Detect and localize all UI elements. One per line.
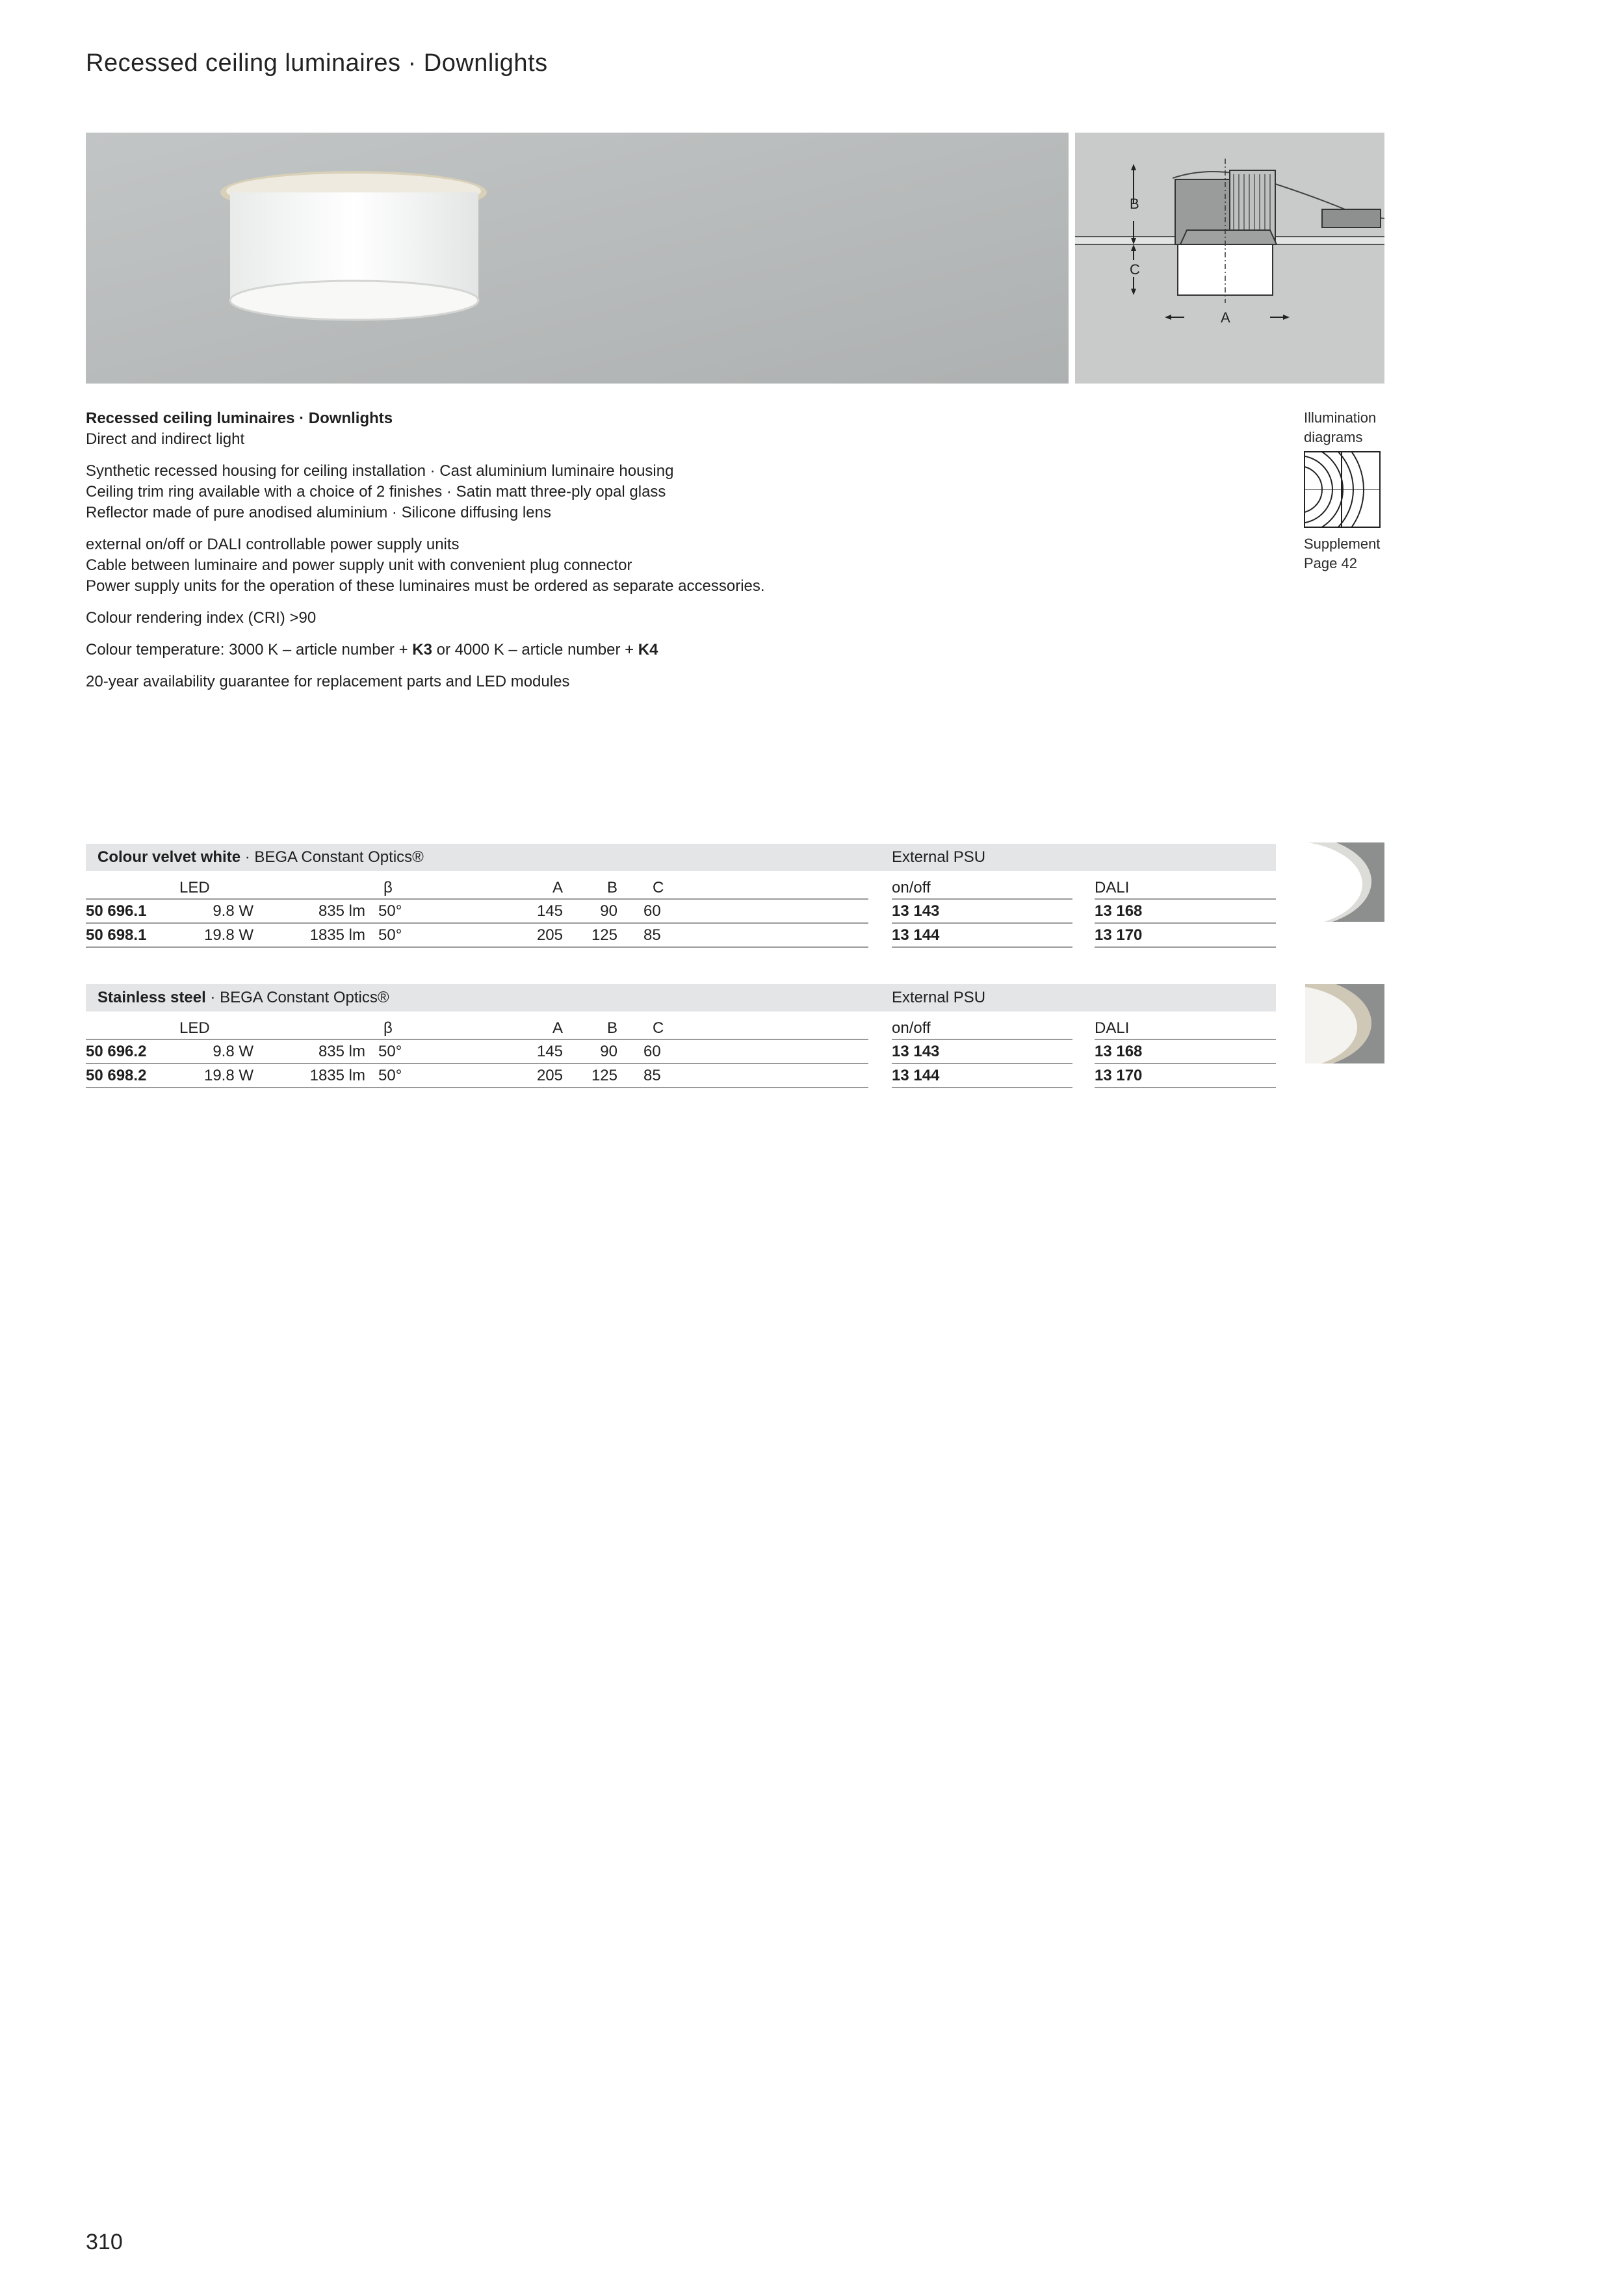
article-table-velvet-white: [86, 844, 1276, 948]
page-title: Recessed ceiling luminaires · Downlights: [86, 49, 548, 77]
description-line: Ceiling trim ring available with a choice of 2 finishes · Satin matt three-ply opal glass: [86, 483, 666, 501]
luminaire-section-drawing: [1075, 133, 1384, 384]
row-divider: [1095, 1063, 1276, 1064]
supplement-page: Page 42: [1304, 555, 1357, 571]
illumination-diagrams-panel: [1304, 408, 1408, 573]
supplement-label: Supplement: [1304, 536, 1381, 552]
row-divider: [1095, 922, 1276, 924]
col-c: C: [653, 879, 664, 896]
row-divider: [86, 898, 868, 900]
wattage: 9.8 W: [213, 1043, 253, 1060]
dimension-a: 145: [536, 902, 563, 920]
row-divider: [892, 922, 1072, 924]
col-onoff: on/off: [892, 1019, 931, 1037]
colour-temp-prefix: Colour temperature: 3000 K – article number +: [86, 641, 413, 659]
colour-temperature-note: [86, 640, 1191, 660]
table-finish-heading: [97, 988, 389, 1008]
dimension-a: 205: [536, 926, 563, 944]
optics-name: · BEGA Constant Optics®: [205, 989, 389, 1006]
description-line: external on/off or DALI controllable power supply units: [86, 536, 460, 553]
wattage: 19.8 W: [203, 1067, 253, 1084]
col-beta: β: [383, 879, 393, 896]
dimension-label-b: B: [1130, 196, 1139, 212]
dimension-a: 205: [536, 1067, 563, 1084]
psu-onoff-article: 13 144: [892, 926, 940, 944]
page-number: 310: [86, 2230, 123, 2254]
luminous-flux: 1835 lm: [309, 926, 365, 944]
dimension-c: 85: [643, 1067, 661, 1084]
row-divider: [892, 1087, 1072, 1088]
finish-name: Stainless steel: [97, 989, 206, 1006]
description-heading: Recessed ceiling luminaires · Downlights: [86, 410, 393, 427]
description-line: Power supply units for the operation of these luminaires must be ordered as separate accessories.: [86, 577, 765, 595]
dimension-a: 145: [536, 1043, 563, 1060]
colour-temp-k4: K4: [638, 641, 658, 659]
article-number: 50 698.1: [86, 926, 147, 944]
beam-angle: 50°: [378, 902, 402, 920]
dimension-b: 90: [600, 902, 617, 920]
psu-header: External PSU: [892, 848, 986, 866]
col-dali: DALI: [1095, 1019, 1130, 1037]
col-beta: β: [383, 1019, 393, 1037]
col-led: LED: [179, 879, 210, 896]
luminous-flux: 835 lm: [318, 1043, 365, 1060]
psu-onoff-article: 13 143: [892, 1043, 940, 1060]
psu-onoff-article: 13 144: [892, 1067, 940, 1084]
product-description: [86, 408, 1191, 703]
luminous-flux: 835 lm: [318, 902, 365, 920]
dimension-b: 90: [600, 1043, 617, 1060]
row-divider: [86, 922, 868, 924]
dimension-drawing: [1075, 133, 1384, 384]
description-line: Synthetic recessed housing for ceiling installation · Cast aluminium luminaire housing: [86, 462, 674, 480]
col-dali: DALI: [1095, 879, 1130, 896]
finish-thumbnail-velvet-white: [1305, 842, 1384, 922]
col-c: C: [653, 1019, 664, 1037]
col-a: A: [552, 879, 564, 896]
psu-dali-article: 13 168: [1095, 1043, 1143, 1060]
dimension-label-c: C: [1130, 261, 1140, 278]
psu-header: External PSU: [892, 989, 986, 1006]
dimension-c: 60: [643, 1043, 661, 1060]
cri-note: Colour rendering index (CRI) >90: [86, 609, 317, 627]
dimension-b: 125: [591, 1067, 617, 1084]
illumination-diagrams-label: Illumination diagrams: [1304, 410, 1377, 445]
wattage: 19.8 W: [203, 926, 253, 944]
table-finish-heading: [97, 848, 424, 867]
row-divider: [892, 1039, 1072, 1040]
row-divider: [892, 946, 1072, 948]
psu-onoff-article: 13 143: [892, 902, 940, 920]
row-divider: [86, 946, 868, 948]
psu-dali-article: 13 168: [1095, 902, 1143, 920]
description-line: Reflector made of pure anodised aluminium · Silicone diffusing lens: [86, 504, 551, 521]
dimension-b: 125: [591, 926, 617, 944]
psu-dali-article: 13 170: [1095, 1067, 1143, 1084]
colour-temp-middle: or 4000 K – article number +: [432, 641, 638, 659]
guarantee-note: 20-year availability guarantee for replacement parts and LED modules: [86, 673, 570, 690]
row-divider: [892, 898, 1072, 900]
beam-angle: 50°: [378, 1067, 402, 1084]
dimension-label-a: A: [1221, 309, 1230, 326]
finish-name: Colour velvet white: [97, 848, 241, 866]
col-b: B: [607, 879, 618, 896]
colour-temp-k3: K3: [412, 641, 432, 659]
wattage: 9.8 W: [213, 902, 253, 920]
downlight-photo-illustration: [86, 133, 1069, 384]
article-table-stainless-steel: [86, 984, 1276, 1088]
row-divider: [1095, 1039, 1276, 1040]
col-b: B: [607, 1019, 618, 1037]
dimension-c: 85: [643, 926, 661, 944]
product-photo: [86, 133, 1069, 384]
row-divider: [86, 1039, 868, 1040]
row-divider: [1095, 946, 1276, 948]
col-onoff: on/off: [892, 879, 931, 896]
row-divider: [892, 1063, 1072, 1064]
article-number: 50 698.2: [86, 1067, 147, 1084]
psu-dali-article: 13 170: [1095, 926, 1143, 944]
col-a: A: [552, 1019, 564, 1037]
description-line: Cable between luminaire and power supply unit with convenient plug connector: [86, 556, 632, 574]
article-number: 50 696.1: [86, 902, 147, 920]
row-divider: [86, 1063, 868, 1064]
illumination-diagram-icon: [1304, 451, 1381, 528]
dimension-c: 60: [643, 902, 661, 920]
row-divider: [86, 1087, 868, 1088]
optics-name: · BEGA Constant Optics®: [240, 848, 424, 866]
beam-angle: 50°: [378, 1043, 402, 1060]
row-divider: [1095, 898, 1276, 900]
row-divider: [1095, 1087, 1276, 1088]
luminous-flux: 1835 lm: [309, 1067, 365, 1084]
col-led: LED: [179, 1019, 210, 1037]
finish-thumbnail-stainless-steel: [1305, 984, 1384, 1063]
description-subheading: Direct and indirect light: [86, 430, 245, 448]
beam-angle: 50°: [378, 926, 402, 944]
article-number: 50 696.2: [86, 1043, 147, 1060]
